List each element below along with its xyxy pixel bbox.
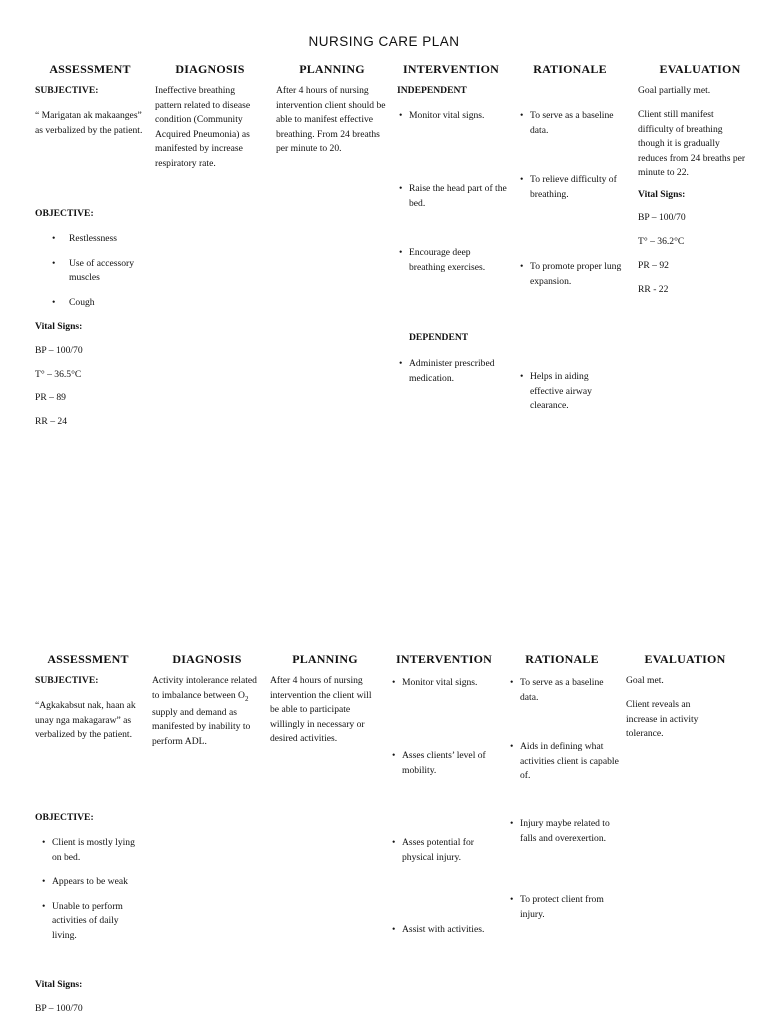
objective-label: OBJECTIVE: — [35, 812, 94, 823]
planning-text: After 4 hours of nursing intervention client should be able to manifest effective breathing. From 24 breaths per minute to 20. — [276, 85, 386, 154]
vital-sign-bp: BP – 100/70 — [35, 345, 83, 356]
intervention-item — [392, 749, 500, 778]
rationale-text: • To serve as a baseline data. — [510, 676, 618, 705]
intervention-text: • Assist with activities. — [392, 923, 504, 938]
subjective-text: “ Marigatan ak makaanges” as verbalized by the patient. — [35, 110, 143, 136]
objective-item: • Unable to perform activities of daily living. — [42, 900, 142, 944]
eval-vital-sign-temp: T° – 36.2°C — [638, 236, 685, 247]
objective-list — [69, 232, 149, 310]
intervention-text: • Monitor vital signs. — [392, 676, 500, 691]
rationale-text: • To promote proper lung expansion. — [520, 260, 628, 289]
intervention-text: • Encourage deep breathing exercises. — [399, 246, 507, 275]
header-evaluation: EVALUATION — [659, 62, 741, 76]
evaluation-status: Goal partially met. — [638, 85, 711, 96]
header-intervention: INTERVENTION — [403, 62, 499, 76]
eval-vital-sign-pr: PR – 92 — [638, 260, 669, 271]
vital-sign-bp: BP – 100/70 — [35, 1003, 83, 1014]
objective-item: • Cough — [69, 296, 149, 311]
header-diagnosis: DIAGNOSIS — [172, 652, 242, 666]
evaluation-text: Client still manifest difficulty of breathing though it is gradually reduces from 24 breaths per minute to 22. — [638, 109, 746, 178]
rationale-text: • To relieve difficulty of breathing. — [520, 173, 630, 202]
independent-label: INDEPENDENT — [397, 85, 467, 96]
diagnosis-subscript: 2 — [244, 694, 249, 703]
objective-list — [42, 836, 142, 943]
header-evaluation: EVALUATION — [644, 652, 726, 666]
rationale-item — [510, 676, 618, 705]
header-rationale: RATIONALE — [533, 62, 607, 76]
diagnosis-text-part: supply and demand as manifested by inability to perform ADL. — [152, 706, 251, 747]
rationale-item — [520, 173, 630, 202]
vital-sign-rr: RR – 24 — [35, 416, 67, 427]
rationale-text: • To protect client from injury. — [510, 893, 618, 922]
intervention-item — [399, 109, 507, 124]
subjective-text: “Agkakabsut nak, haan ak unay nga makagaraw” as verbalized by the patient. — [35, 700, 136, 740]
eval-vital-signs-label: Vital Signs: — [638, 189, 686, 200]
eval-vital-sign-rr: RR - 22 — [638, 284, 669, 295]
rationale-item — [520, 370, 610, 414]
vital-signs-label: Vital Signs: — [35, 979, 83, 990]
intervention-text: • Monitor vital signs. — [399, 109, 507, 124]
objective-item: • Restlessness — [69, 232, 149, 247]
rationale-item — [510, 893, 618, 922]
diagnosis-text — [152, 674, 264, 749]
intervention-text: • Administer prescribed medication. — [399, 357, 511, 386]
diagnosis-text: Ineffective breathing pattern related to disease condition (Community Acquired Pneumonia) as manifested by increase respiratory rate. — [155, 85, 251, 169]
header-rationale: RATIONALE — [525, 652, 599, 666]
vital-sign-pr: PR – 89 — [35, 392, 66, 403]
rationale-item — [520, 260, 628, 289]
page-title: NURSING CARE PLAN — [308, 34, 460, 49]
rationale-item — [510, 817, 616, 846]
intervention-text: • Asses potential for physical injury. — [392, 836, 492, 865]
planning-text: After 4 hours of nursing intervention the client will be able to participate willingly in necessary or desired activities. — [270, 675, 372, 744]
eval-vital-sign-bp: BP – 100/70 — [638, 212, 686, 223]
header-planning: PLANNING — [292, 652, 358, 666]
vital-signs-label: Vital Signs: — [35, 321, 83, 332]
subjective-label: SUBJECTIVE: — [35, 675, 99, 686]
evaluation-status: Goal met. — [626, 675, 664, 686]
vital-sign-temp: T° – 36.5°C — [35, 369, 82, 380]
intervention-item — [399, 357, 511, 386]
rationale-item — [510, 740, 620, 784]
header-planning: PLANNING — [299, 62, 365, 76]
rationale-item — [520, 109, 628, 138]
intervention-text: • Asses clients’ level of mobility. — [392, 749, 500, 778]
intervention-item — [392, 923, 504, 938]
rationale-text: • Aids in defining what activities client is capable of. — [510, 740, 620, 784]
diagnosis-text-part: Activity intolerance related to imbalance between O — [152, 675, 257, 701]
header-assessment: ASSESSMENT — [47, 652, 129, 666]
subjective-label: SUBJECTIVE: — [35, 85, 99, 96]
header-intervention: INTERVENTION — [396, 652, 492, 666]
intervention-item — [399, 246, 507, 275]
header-diagnosis: DIAGNOSIS — [175, 62, 245, 76]
objective-label: OBJECTIVE: — [35, 208, 94, 219]
objective-item: • Use of accessory muscles — [69, 257, 149, 286]
evaluation-text: Client reveals an increase in activity tolerance. — [626, 699, 699, 739]
rationale-text: • To serve as a baseline data. — [520, 109, 628, 138]
intervention-item — [392, 836, 492, 865]
intervention-item — [399, 182, 507, 211]
rationale-text: • Injury maybe related to falls and overexertion. — [510, 817, 616, 846]
objective-item: • Client is mostly lying on bed. — [42, 836, 142, 865]
intervention-text: • Raise the head part of the bed. — [399, 182, 507, 211]
objective-item: • Appears to be weak — [42, 875, 142, 890]
rationale-text: • Helps in aiding effective airway clearance. — [520, 370, 610, 414]
dependent-label: DEPENDENT — [409, 332, 469, 343]
intervention-item — [392, 676, 500, 691]
header-assessment: ASSESSMENT — [49, 62, 131, 76]
